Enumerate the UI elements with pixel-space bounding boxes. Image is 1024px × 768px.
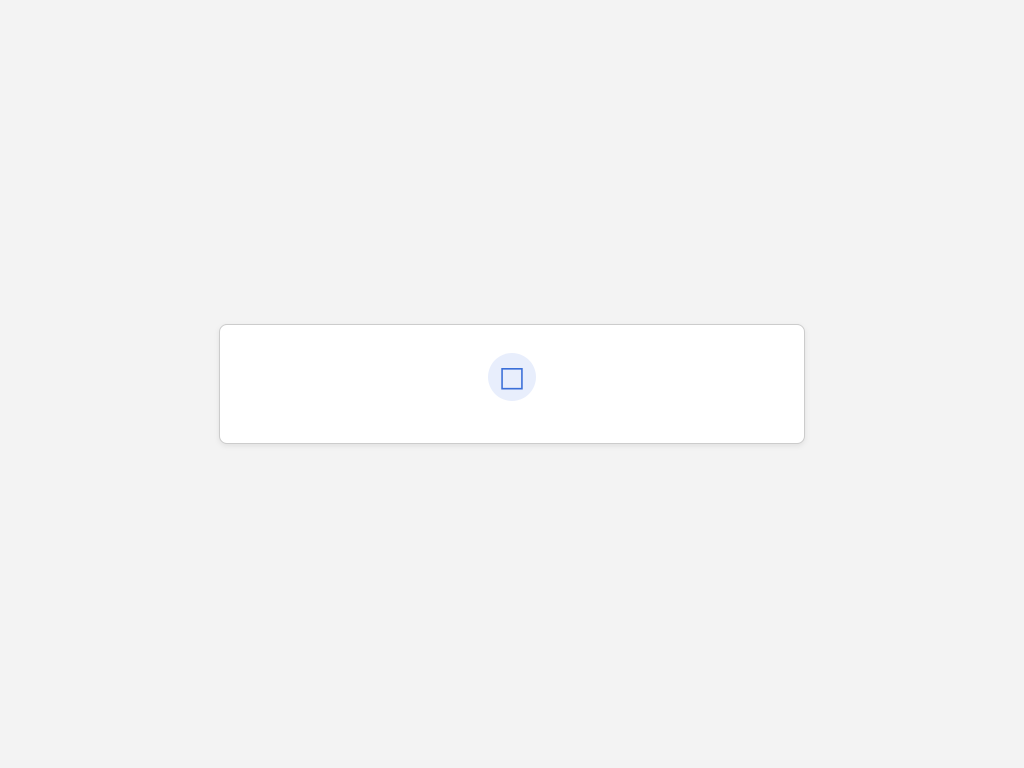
image-icon: □ xyxy=(488,353,536,401)
placeholder-notice xyxy=(219,324,805,444)
